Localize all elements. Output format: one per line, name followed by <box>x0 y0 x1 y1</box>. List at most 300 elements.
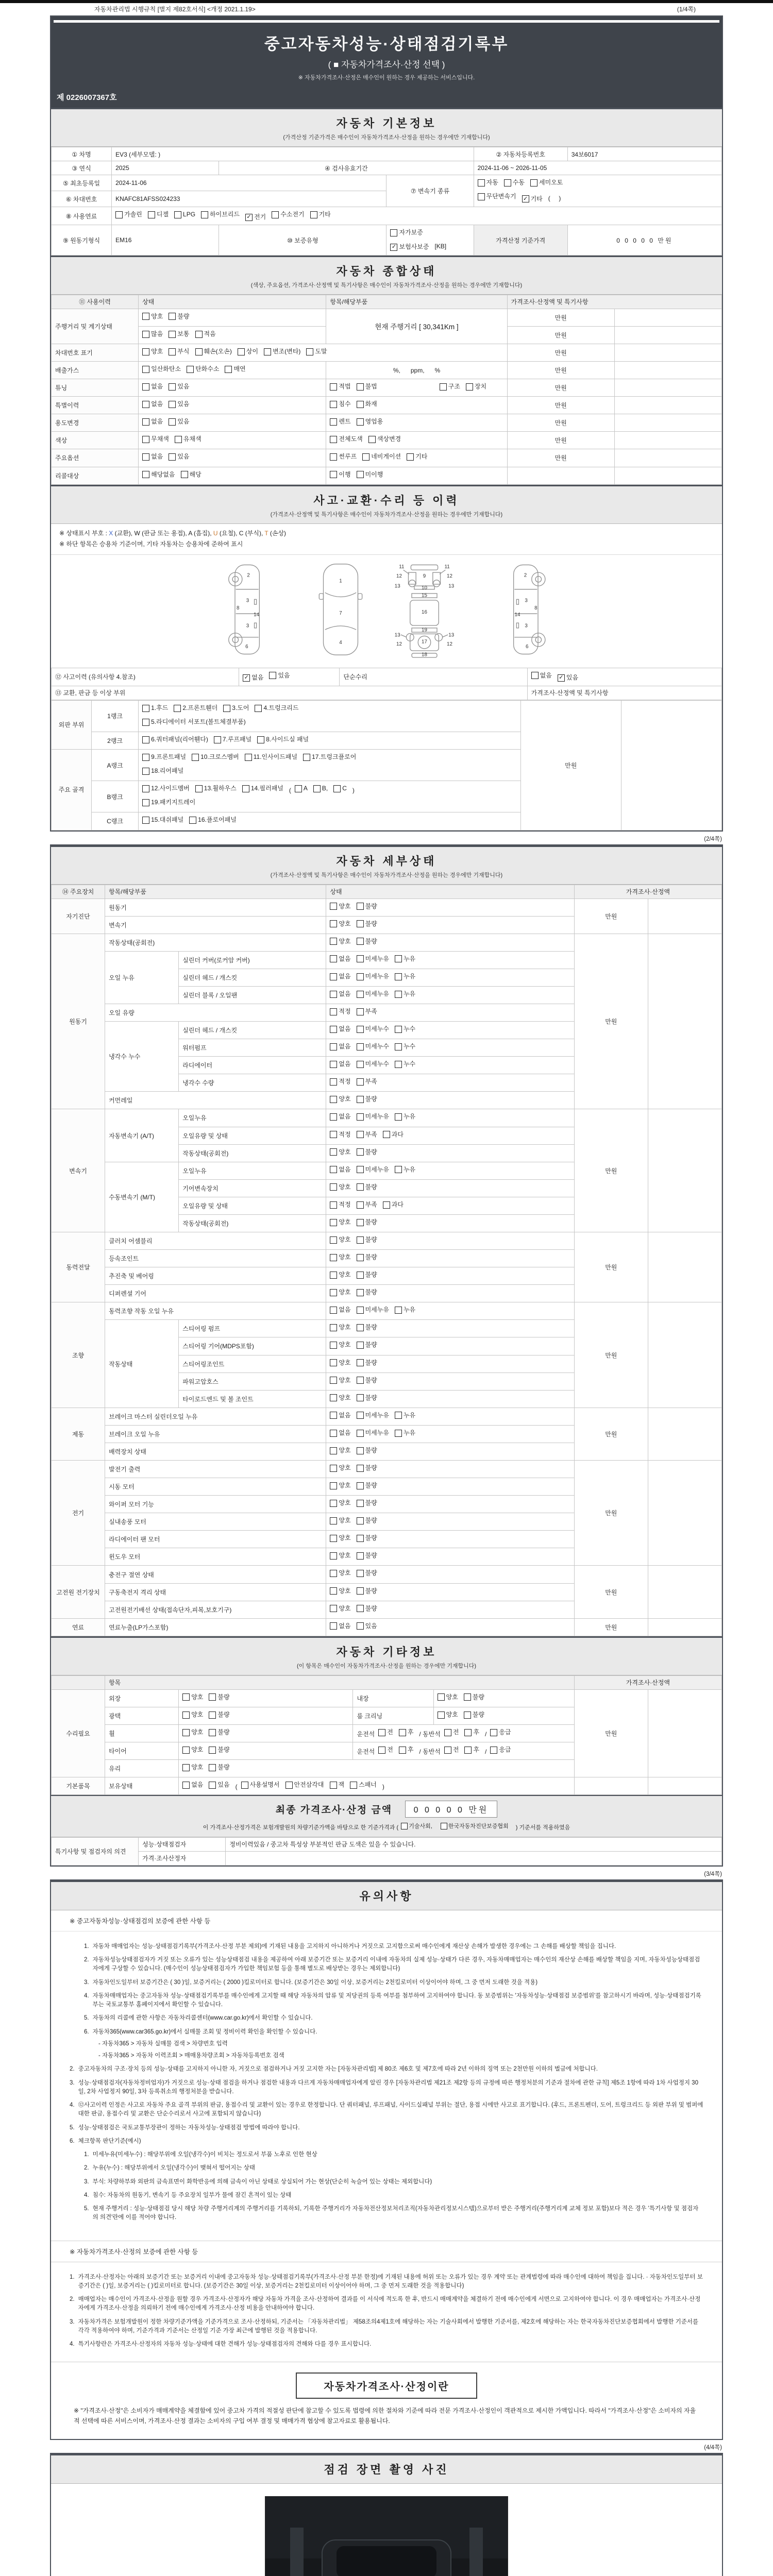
unchecked-box-icon <box>330 1254 337 1261</box>
checkbox-무단변속기[interactable]: 무단변속기 <box>478 191 516 202</box>
checkbox-양호[interactable]: 양호 <box>330 1532 350 1544</box>
checkbox-잭[interactable]: 잭 <box>330 1779 345 1791</box>
checkbox-양호[interactable]: 양호 <box>330 1392 350 1404</box>
item-cell: 충전구 절연 상태 <box>105 1566 326 1583</box>
checkbox-누수[interactable]: 누수 <box>395 1041 415 1053</box>
unchecked-box-icon <box>478 179 485 187</box>
table-row <box>52 668 722 686</box>
checkbox-화재[interactable]: 화재 <box>357 398 377 410</box>
item-cell: 타이어 <box>105 1742 179 1760</box>
cell <box>326 1057 574 1074</box>
checkbox-양호[interactable]: 양호 <box>330 1321 350 1333</box>
checkbox-양호[interactable]: 양호 <box>182 1761 203 1773</box>
checkbox-B,[interactable]: B, <box>313 783 328 794</box>
unchecked-box-icon <box>378 1729 385 1736</box>
checkbox-디젤[interactable]: 디젤 <box>148 209 169 221</box>
checkbox-양호[interactable]: 양호 <box>330 1550 350 1562</box>
checkbox-응급[interactable]: 응급 <box>490 1744 511 1756</box>
checkbox-양호[interactable]: 양호 <box>330 1567 350 1579</box>
checkbox-없음[interactable]: 없음 <box>182 1779 203 1791</box>
notice-item: 4. ⑫사고이력 인정은 사고로 자동차 주요 골격 부위의 판금, 용접수리 및 교환이 있는 경우로 한정합니다. 단 쿼터패널, 루프패널, 사이드실패널 부위는 절단, 용접 시에만 사고로 표기합니다. (후드, 프론트펜더, 도어, 트렁크리드 등 외판 부위 및 범퍼에 대한 판금, 용접수리 및 교환은 단순수리로서 사고에 포함되지 않습니다) <box>70 2102 703 2117</box>
checkbox-5.라디에이터-서포트(볼트체결부품)[interactable]: 5.라디에이터 서포트(볼트체결부품) <box>142 716 246 728</box>
document-sheet <box>50 15 723 2576</box>
checkbox-C[interactable]: C <box>333 783 347 794</box>
checkbox-해당없음[interactable]: 해당없음 <box>142 469 175 481</box>
checkbox-양호[interactable]: 양호 <box>330 1480 350 1492</box>
checkbox-자동[interactable]: 자동 <box>478 177 498 189</box>
unchecked-box-icon <box>357 1359 364 1366</box>
checkbox-많음[interactable]: 많음 <box>142 328 163 340</box>
checkbox-양호[interactable]: 양호 <box>182 1726 203 1738</box>
unchecked-box-icon <box>357 1096 364 1103</box>
checkbox-기타[interactable]: ✓ 기타 <box>522 193 543 205</box>
checkbox-미세누수[interactable]: 미세누수 <box>357 1023 389 1035</box>
checkbox-양호[interactable]: 양호 <box>330 1339 350 1351</box>
unchecked-box-icon <box>330 1342 337 1349</box>
checkbox-양호[interactable]: 양호 <box>182 1691 203 1703</box>
checkbox-없음[interactable]: 없음 <box>330 1410 350 1421</box>
checkbox-15.대쉬패널[interactable]: 15.대쉬패널 <box>142 814 183 826</box>
checkbox-누유[interactable]: 누유 <box>395 1111 415 1123</box>
unchecked-box-icon <box>330 1166 337 1173</box>
price-cell: 만원 <box>507 379 614 397</box>
unchecked-box-icon <box>174 705 181 712</box>
checkbox-없음[interactable]: 없음 <box>330 1164 350 1176</box>
checkbox-불량[interactable]: 불량 <box>357 1480 377 1492</box>
price-cell: 만원 <box>507 309 614 326</box>
checkbox-이행[interactable]: 이행 <box>330 469 350 481</box>
checkbox-없음[interactable]: 없음 <box>142 451 163 463</box>
checkbox-양호[interactable]: 양호 <box>330 936 350 947</box>
checkbox-양호[interactable]: 양호 <box>438 1691 458 1703</box>
unchecked-box-icon <box>357 418 364 426</box>
panel-number-15: 15 <box>422 592 427 599</box>
checkbox-있음[interactable]: 있음 <box>169 451 189 463</box>
checkbox-16.플로어패널[interactable]: 16.플로어패널 <box>189 814 237 826</box>
grp-cell: 주요옵션 <box>52 449 139 467</box>
cell <box>614 309 721 326</box>
checkbox-불량[interactable]: 불량 <box>357 1234 377 1246</box>
checkbox-미세누유[interactable]: 미세누유 <box>357 1111 389 1123</box>
checkbox-미이행[interactable]: 미이행 <box>357 469 383 481</box>
cell: KNAFC81AFSS024233 <box>112 191 386 207</box>
sub-cell: 라디에이터 <box>179 1057 326 1074</box>
checkbox-유채색[interactable]: 유채색 <box>175 433 201 445</box>
checkbox-4.트렁크리드[interactable]: 4.트렁크리드 <box>255 702 298 714</box>
checkbox-누수[interactable]: 누수 <box>395 1023 415 1035</box>
checkbox-없음[interactable]: 없음 <box>531 670 552 682</box>
unchecked-box-icon <box>142 719 149 726</box>
checkbox-양호[interactable]: 양호 <box>330 1234 350 1246</box>
panel-number-8: 8 <box>236 605 240 611</box>
checkbox-부식[interactable]: 부식 <box>169 346 189 358</box>
item-cell: 휠 <box>105 1724 179 1742</box>
checkbox-양호[interactable]: 양호 <box>330 901 350 912</box>
checkbox-적정[interactable]: 적정 <box>330 1076 350 1088</box>
unchecked-box-icon <box>181 471 188 478</box>
checkbox-양호[interactable]: 양호 <box>330 918 350 930</box>
checkbox-없음[interactable]: 없음 <box>330 1304 350 1316</box>
checkbox-부족[interactable]: 부족 <box>357 1199 377 1211</box>
checkbox-썬루프[interactable]: 썬루프 <box>330 451 357 463</box>
checkbox-불량[interactable]: 불량 <box>209 1744 229 1756</box>
item-cell: 외장 <box>105 1689 179 1707</box>
checkbox-불량[interactable]: 불량 <box>357 1585 377 1597</box>
checkbox-불량[interactable]: 불량 <box>357 1515 377 1527</box>
checkbox-자가보증[interactable]: 자가보증 <box>390 227 423 239</box>
checkbox-영업용[interactable]: 영업용 <box>357 416 383 428</box>
unchecked-box-icon <box>142 436 149 443</box>
checkbox-없음[interactable]: 없음 <box>330 1111 350 1123</box>
checkbox-불량[interactable]: 불량 <box>464 1691 484 1703</box>
checkbox-양호[interactable]: 양호 <box>330 1497 350 1509</box>
checkbox-기타[interactable]: 기타 <box>407 451 427 463</box>
sub-cell: 타이로드엔드 및 볼 조인트 <box>179 1390 326 1408</box>
checkbox-양호[interactable]: 양호 <box>182 1744 203 1756</box>
cell <box>326 934 574 951</box>
checkbox-전[interactable]: 전 <box>378 1744 393 1756</box>
unchecked-box-icon <box>357 1482 364 1489</box>
checkbox-불량[interactable]: 불량 <box>357 1269 377 1281</box>
unchecked-box-icon <box>357 1447 364 1454</box>
notice-item: 3. 성능·상태점검자(자동차정비업자)가 거짓으로 성능·상태 점검을 하거나 점검한 내용과 다르게 자동차매매업자에게 알린 경우 [자동차관리법 제21조 제2항 등의 규정에 따른 행정처분의 기준과 절차에 관한 규칙] 제5조 1항에 따라 1차 사업정지 30일, 2차 사업정지 90일, 3차 등록취소의 행정처분을 받습니다. <box>70 2079 698 2095</box>
checkbox-없음[interactable]: 없음 <box>142 416 163 428</box>
checkbox-전[interactable]: 전 <box>444 1744 459 1756</box>
checkbox-불량[interactable]: 불량 <box>357 1216 377 1228</box>
checkbox-불량[interactable]: 불량 <box>357 1181 377 1193</box>
cell <box>326 1425 574 1443</box>
checkbox-적정[interactable]: 적정 <box>330 1006 350 1018</box>
checkbox-양호[interactable]: 양호 <box>330 1269 350 1281</box>
checkbox-없음[interactable]: 없음 <box>330 971 350 982</box>
checkbox-불량[interactable]: 불량 <box>357 1093 377 1105</box>
checkbox-불량[interactable]: 불량 <box>357 1445 377 1456</box>
notice-item: 1. 미세누유(미세누수) : 해당부위에 오일(냉각수)이 비치는 정도로서 부품 노후로 인한 현상 <box>84 2151 317 2158</box>
checkbox-수동[interactable]: 수동 <box>504 177 525 189</box>
checkbox-불량[interactable]: 불량 <box>357 1251 377 1263</box>
checkbox-하이브리드[interactable]: 하이브리드 <box>201 209 240 221</box>
checkbox-있음[interactable]: 있음 <box>357 1620 377 1632</box>
checkbox-네비게이션[interactable]: 네비게이션 <box>362 451 401 463</box>
checkbox-양호[interactable]: 양호 <box>438 1709 458 1721</box>
lblc-cell: ① 차명 <box>52 147 112 161</box>
unchecked-box-icon <box>357 1535 364 1542</box>
document-subtitle: ( ■ 자동차가격조사·산정 선택 ) <box>328 60 445 70</box>
item-cell: 보유상태 <box>105 1777 179 1795</box>
checkbox-전기[interactable]: ✓ 전기 <box>245 211 266 223</box>
cell <box>326 1443 574 1460</box>
basic-info-header <box>51 108 722 147</box>
checkbox-누유[interactable]: 누유 <box>395 1410 415 1421</box>
checkbox-양호[interactable]: 양호 <box>330 1515 350 1527</box>
unchecked-box-icon <box>330 1782 337 1789</box>
checkbox-19.패키지트레이[interactable]: 19.패키지트레이 <box>142 796 195 808</box>
unchecked-box-icon <box>169 313 176 320</box>
checkbox-양호[interactable]: 양호 <box>330 1093 350 1105</box>
checkbox-렌트[interactable]: 렌트 <box>330 416 350 428</box>
panel-number-12: 12 <box>447 573 452 579</box>
page-4-block <box>50 2453 723 2576</box>
checkbox-미세누유[interactable]: 미세누유 <box>357 1164 389 1176</box>
checkbox-양호[interactable]: 양호 <box>142 311 163 323</box>
unchecked-box-icon <box>142 799 149 806</box>
unchecked-box-icon <box>264 348 271 355</box>
unchecked-box-icon <box>330 1517 337 1524</box>
checkbox-후[interactable]: 후 <box>464 1726 479 1738</box>
notice-item: - 자동차365 > 자동차 이력조회 > 매매용차량조회 > 자동차등록번호 검색 <box>98 2053 284 2059</box>
checkbox-미세누유[interactable]: 미세누유 <box>357 1410 389 1421</box>
checkbox-6.쿼터패널(리어휀다)[interactable]: 6.쿼터패널(리어휀다) <box>142 734 208 745</box>
table-row <box>52 1408 722 1425</box>
checkbox-누유[interactable]: 누유 <box>395 953 415 965</box>
checkbox-부족[interactable]: 부족 <box>357 1129 377 1141</box>
car-damage-diagram <box>51 559 722 660</box>
item-cell: 동력조향 작동 오일 누유 <box>105 1302 326 1320</box>
checkbox-미세누유[interactable]: 미세누유 <box>357 1427 389 1439</box>
checkbox-수소전기[interactable]: 수소전기 <box>272 209 304 221</box>
checkbox-양호[interactable]: 양호 <box>330 1462 350 1474</box>
checkbox-불량[interactable]: 불량 <box>357 1532 377 1544</box>
checkbox-불량[interactable]: 불량 <box>357 1286 377 1298</box>
cell <box>139 750 521 781</box>
cell <box>326 1197 574 1214</box>
checkbox-양호[interactable]: 양호 <box>182 1709 203 1721</box>
checkbox-부족[interactable]: 부족 <box>357 1076 377 1088</box>
cell <box>139 309 326 326</box>
panel-number-3: 3 <box>525 598 528 604</box>
checkbox-적정[interactable]: 적정 <box>330 1199 350 1211</box>
checkbox-17.트렁크플로어[interactable]: 17.트렁크플로어 <box>303 751 356 763</box>
cell <box>326 467 507 484</box>
checkbox-LPG[interactable]: LPG <box>174 209 195 221</box>
cell <box>139 344 508 361</box>
checkbox-전[interactable]: 전 <box>444 1726 459 1738</box>
checkbox-상이[interactable]: 상이 <box>238 346 258 358</box>
cell <box>139 397 326 414</box>
checkbox-불량[interactable]: 불량 <box>357 1567 377 1579</box>
checkbox-양호[interactable]: 양호 <box>330 1216 350 1228</box>
checkbox-14.필러패널[interactable]: 14.필러패널 <box>242 783 283 794</box>
checkbox-18.리어패널[interactable]: 18.리어패널 <box>142 765 183 777</box>
checkbox-구조[interactable]: 구조 <box>440 381 460 393</box>
checkbox-불량[interactable]: 불량 <box>357 1550 377 1562</box>
checkbox-3.도어[interactable]: 3.도어 <box>223 702 249 714</box>
checkbox-안전삼각대[interactable]: 안전삼각대 <box>285 1779 324 1791</box>
checkbox-미세누수[interactable]: 미세누수 <box>357 1041 389 1053</box>
unchecked-box-icon <box>333 785 341 792</box>
cell <box>326 1022 574 1039</box>
checkbox-양호[interactable]: 양호 <box>330 1146 350 1158</box>
checkbox-양호[interactable]: 양호 <box>330 1357 350 1369</box>
overall-state-title: 자동차 종합상태 <box>336 264 437 278</box>
checkbox-1.후드[interactable]: 1.후드 <box>142 702 168 714</box>
checkbox-응급[interactable]: 응급 <box>490 1726 511 1738</box>
rank-cell: C랭크 <box>92 812 139 830</box>
unchecked-box-icon <box>357 1465 364 1472</box>
checkbox-누수[interactable]: 누수 <box>395 1058 415 1070</box>
checkbox-불량[interactable]: 불량 <box>169 311 189 323</box>
unchecked-box-icon <box>330 401 337 408</box>
inline-label: ( <box>235 1783 238 1790</box>
checkbox-미세누유[interactable]: 미세누유 <box>357 953 389 965</box>
unchecked-box-icon <box>357 1043 364 1050</box>
checkbox-가솔린[interactable]: 가솔린 <box>115 209 142 221</box>
checkbox-미세누수[interactable]: 미세누수 <box>357 1058 389 1070</box>
hd-cell: 가격조사·산정액 및 특기사항 <box>507 295 721 309</box>
checkbox-탄화수소[interactable]: 탄화수소 <box>187 363 219 375</box>
checkbox-전[interactable]: 전 <box>378 1726 393 1738</box>
checkbox-변조(변타)[interactable]: 변조(변타) <box>264 346 300 358</box>
unchecked-box-icon <box>362 453 369 461</box>
checkbox-미세누유[interactable]: 미세누유 <box>357 971 389 982</box>
checkbox-13.휠하우스[interactable]: 13.휠하우스 <box>195 783 237 794</box>
checkbox-양호[interactable]: 양호 <box>330 1445 350 1456</box>
checkbox-불량[interactable]: 불량 <box>357 918 377 930</box>
checkbox-불량[interactable]: 불량 <box>357 1603 377 1615</box>
checkbox-후[interactable]: 후 <box>399 1726 414 1738</box>
checkbox-한국자동차진단보증협회[interactable]: 한국자동차진단보증협회 <box>440 1822 509 1830</box>
checkbox-침수[interactable]: 침수 <box>330 398 350 410</box>
checkbox-없음[interactable]: ✓ 없음 <box>243 672 263 684</box>
checkbox-8.사이드실-패널[interactable]: 8.사이드실 패널 <box>257 734 309 745</box>
checkbox-불량[interactable]: 불량 <box>357 1375 377 1386</box>
checkbox-11.인사이드패널[interactable]: 11.인사이드패널 <box>245 751 297 763</box>
checkbox-불량[interactable]: 불량 <box>209 1726 229 1738</box>
rank-cell: B랭크 <box>92 781 139 812</box>
grp-cell: 변속기 <box>52 1109 105 1232</box>
unchecked-box-icon <box>330 1552 337 1560</box>
checkbox-9.프론트패널[interactable]: 9.프론트패널 <box>142 751 186 763</box>
lblc-cell: ③ 연식 <box>52 161 112 175</box>
checkbox-누유[interactable]: 누유 <box>395 1427 415 1439</box>
pricing-info-text: ※ "가격조사·산정"은 소비자가 매매계약을 체결함에 있어 중고차 가격의 적절성 판단에 참고할 수 있도록 법령에 의한 절차와 기준에 따라 전문 가격조사·산정인이 객관적으로 제시한 가액입니다. 따라서 "가격조사·산정"은 소비자의 자율적 선택에 따른 서비스이며, 가격조사·산정 결과는 소비자의 구입 여부 결정 및 매매가격 협상에 참고자료로 활용됩니다. <box>74 2407 696 2425</box>
unchecked-box-icon <box>330 418 337 426</box>
checkbox-없음[interactable]: 없음 <box>330 1620 350 1632</box>
checkbox-불량[interactable]: 불량 <box>357 901 377 912</box>
checkbox-있음[interactable]: 있음 <box>169 398 189 410</box>
checkbox-미세누유[interactable]: 미세누유 <box>357 1304 389 1316</box>
checkbox-불량[interactable]: 불량 <box>357 1392 377 1404</box>
photos-header <box>51 2454 722 2484</box>
checkbox-양호[interactable]: 양호 <box>330 1603 350 1615</box>
checkbox-보험사보증[interactable]: ✓ 보험사보증 <box>390 241 429 253</box>
checkbox-누유[interactable]: 누유 <box>395 971 415 982</box>
sub-cell: 스티어링 펌프 <box>179 1320 326 1337</box>
checkbox-있음[interactable]: 있음 <box>169 381 189 393</box>
checkbox-불량[interactable]: 불량 <box>357 1462 377 1474</box>
checkbox-없음[interactable]: 없음 <box>142 381 163 393</box>
checkbox-없음[interactable]: 없음 <box>142 398 163 410</box>
checkbox-없음[interactable]: 없음 <box>330 1058 350 1070</box>
checkbox-2.프론트휀더[interactable]: 2.프론트휀더 <box>174 702 217 714</box>
item-cell: 오일 유량 <box>105 1004 326 1021</box>
lblc-cell: ⑥ 차대번호 <box>52 191 112 207</box>
checkbox-보통[interactable]: 보통 <box>169 328 189 340</box>
checkbox-7.루프패널[interactable]: 7.루프패널 <box>214 734 251 745</box>
checkbox-과다[interactable]: 과다 <box>383 1199 404 1211</box>
unchecked-box-icon <box>383 1131 390 1138</box>
checkbox-없음[interactable]: 없음 <box>330 1023 350 1035</box>
checkbox-불량[interactable]: 불량 <box>357 1339 377 1351</box>
unchecked-box-icon <box>357 471 364 478</box>
checkbox-도말[interactable]: 도말 <box>306 346 327 358</box>
checkbox-불량[interactable]: 불량 <box>464 1709 484 1721</box>
unchecked-box-icon <box>357 973 364 980</box>
checkbox-적음[interactable]: 적음 <box>195 328 216 340</box>
checkbox-후[interactable]: 후 <box>464 1744 479 1756</box>
checkbox-누유[interactable]: 누유 <box>395 988 415 1000</box>
checkbox-양호[interactable]: 양호 <box>330 1251 350 1263</box>
checked-box-icon: ✓ <box>245 214 253 221</box>
checkbox-누유[interactable]: 누유 <box>395 1164 415 1176</box>
checkbox-전체도색[interactable]: 전체도색 <box>330 433 362 445</box>
table-row <box>52 934 722 951</box>
checkbox-기술사회[interactable]: 기술사회, <box>400 1822 432 1830</box>
checkbox-훼손(오손)[interactable]: 훼손(오손) <box>195 346 232 358</box>
checkbox-미세누유[interactable]: 미세누유 <box>357 988 389 1000</box>
checkbox-양호[interactable]: 양호 <box>330 1286 350 1298</box>
checkbox-10.크로스멤버[interactable]: 10.크로스멤버 <box>192 751 239 763</box>
checkbox-없음[interactable]: 없음 <box>330 1427 350 1439</box>
checkbox-양호[interactable]: 양호 <box>330 1375 350 1386</box>
checkbox-없음[interactable]: 없음 <box>330 1041 350 1053</box>
checkbox-과다[interactable]: 과다 <box>383 1129 404 1141</box>
checkbox-후[interactable]: 후 <box>399 1744 414 1756</box>
checkbox-양호[interactable]: 양호 <box>330 1585 350 1597</box>
checkbox-있음[interactable]: 있음 <box>269 670 290 682</box>
checkbox-불량[interactable]: 불량 <box>209 1691 229 1703</box>
checkbox-A[interactable]: A <box>295 783 308 794</box>
checkbox-일산화탄소[interactable]: 일산화탄소 <box>142 363 181 375</box>
checkbox-있음[interactable]: 있음 <box>169 416 189 428</box>
checkbox-불법[interactable]: 불법 <box>357 381 377 393</box>
checkbox-색상변경[interactable]: 색상변경 <box>368 433 401 445</box>
checkbox-사용설명서[interactable]: 사용설명서 <box>241 1779 280 1791</box>
checkbox-기타[interactable]: 기타 <box>310 209 331 221</box>
unchecked-box-icon <box>182 1747 190 1754</box>
checkbox-해당[interactable]: 해당 <box>181 469 201 481</box>
checkbox-불량[interactable]: 불량 <box>357 1321 377 1333</box>
checkbox-없음[interactable]: 없음 <box>330 953 350 965</box>
checkbox-세미오토[interactable]: 세미오토 <box>530 177 563 189</box>
cell <box>139 362 326 379</box>
checkbox-부족[interactable]: 부족 <box>357 1006 377 1018</box>
cell <box>326 1496 574 1513</box>
checkbox-12.사이드멤버[interactable]: 12.사이드멤버 <box>142 783 190 794</box>
checkbox-없음[interactable]: 없음 <box>330 988 350 1000</box>
checkbox-불량[interactable]: 불량 <box>357 936 377 947</box>
checkbox-불량[interactable]: 불량 <box>357 1146 377 1158</box>
unchecked-box-icon <box>195 785 203 792</box>
checkbox-불량[interactable]: 불량 <box>209 1709 229 1721</box>
checkbox-적법[interactable]: 적법 <box>330 381 350 393</box>
checkbox-있음[interactable]: ✓ 있음 <box>558 672 578 684</box>
checkbox-스패너[interactable]: 스패너 <box>350 1779 377 1791</box>
checkbox-불량[interactable]: 불량 <box>209 1761 229 1773</box>
checkbox-장치[interactable]: 장치 <box>466 381 486 393</box>
checkbox-불량[interactable]: 불량 <box>357 1357 377 1369</box>
checkbox-무채색[interactable]: 무채색 <box>142 433 169 445</box>
checkbox-양호[interactable]: 양호 <box>142 346 163 358</box>
legend-segment: (요철), <box>217 529 239 537</box>
checkbox-양호[interactable]: 양호 <box>330 1181 350 1193</box>
checkbox-누유[interactable]: 누유 <box>395 1304 415 1316</box>
checkbox-불량[interactable]: 불량 <box>357 1497 377 1509</box>
unchecked-box-icon <box>142 401 149 408</box>
checkbox-적정[interactable]: 적정 <box>330 1129 350 1141</box>
checkbox-매연[interactable]: 매연 <box>225 363 245 375</box>
checkbox-있음[interactable]: 있음 <box>209 1779 229 1791</box>
